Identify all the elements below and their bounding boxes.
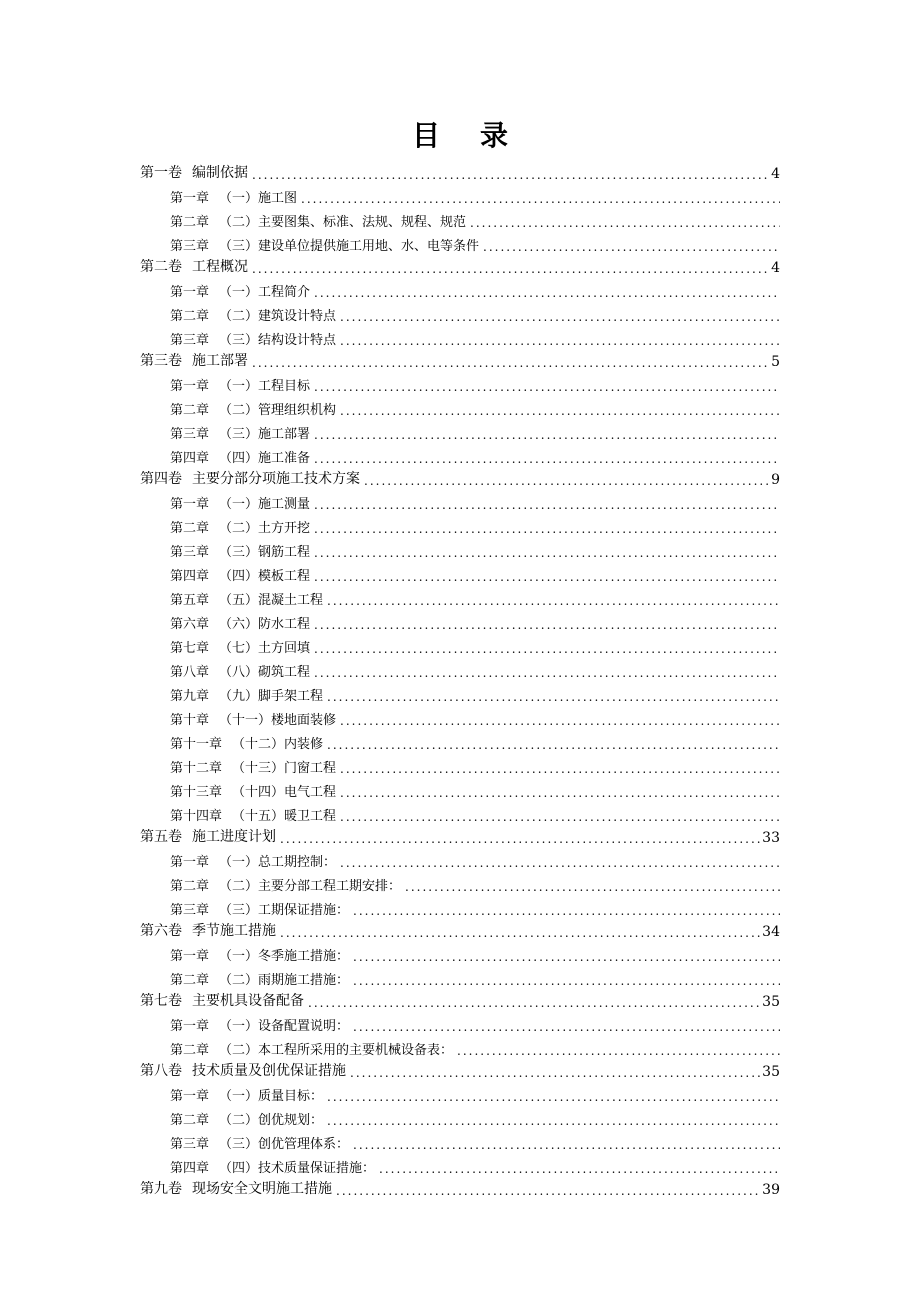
toc-entry-label: [140, 468, 364, 488]
toc-entry-label: [170, 613, 314, 632]
toc-chapter-entry[interactable]: [170, 512, 780, 536]
toc-dot-leader: [314, 498, 780, 512]
toc-entry-number: 第三章: [170, 1137, 210, 1152]
toc-entry-text: （十四）电气工程: [232, 785, 337, 800]
toc-entry-number: 第二章: [170, 1043, 210, 1058]
toc-entry-text: （三）工期保证措施：: [219, 903, 350, 918]
toc-chapter-entry[interactable]: [170, 752, 780, 776]
toc-volume-entry[interactable]: [140, 254, 780, 276]
toc-entry-number: 第四章: [170, 1161, 210, 1176]
toc-dot-leader: [353, 904, 780, 918]
toc-entry-number: 第二章: [170, 309, 210, 324]
toc-entry-text: 季节施工措施: [192, 923, 276, 939]
toc-entry-label: [170, 493, 314, 512]
toc-chapter-entry[interactable]: [170, 964, 780, 988]
toc-entry-label: [170, 733, 327, 752]
toc-entry-text: （一）施工图: [219, 191, 298, 206]
toc-dot-leader: [314, 522, 780, 536]
toc-entry-label: [140, 256, 252, 276]
toc-page-number: 39: [762, 1182, 780, 1198]
toc-entry-text: （三）钢筋工程: [219, 545, 311, 560]
toc-page-number: 4: [771, 166, 780, 182]
toc-entry-text: （八）砌筑工程: [219, 665, 311, 680]
toc-volume-entry[interactable]: [140, 824, 780, 846]
toc-entry-number: 第七章: [170, 641, 210, 656]
toc-dot-leader: [379, 1162, 780, 1176]
toc-entry-text: （二）主要分部工程工期安排：: [219, 879, 402, 894]
toc-volume-entry[interactable]: [140, 988, 780, 1010]
toc-dot-leader: [405, 880, 780, 894]
toc-entry-text: （一）工程目标: [219, 379, 311, 394]
toc-dot-leader: [353, 1020, 780, 1034]
toc-entry-text: （一）冬季施工措施：: [219, 949, 350, 964]
toc-page-number: 5: [771, 354, 780, 370]
toc-chapter-entry[interactable]: [170, 206, 780, 230]
toc-chapter-entry[interactable]: [170, 230, 780, 254]
toc-entry-text: （六）防水工程: [219, 617, 311, 632]
toc-dot-leader: [336, 1184, 760, 1198]
toc-dot-leader: [340, 714, 780, 728]
toc-volume-entry[interactable]: [140, 348, 780, 370]
toc-dot-leader: [314, 286, 780, 300]
toc-entry-number: 第四章: [170, 451, 210, 466]
toc-dot-leader: [327, 1114, 780, 1128]
toc-entry-text: （二）管理组织机构: [219, 403, 337, 418]
toc-entry-number: 第一章: [170, 379, 210, 394]
toc-entry-number: 第一章: [170, 949, 210, 964]
toc-entry-text: （二）创优规划：: [219, 1113, 324, 1128]
toc-entry-number: 第三章: [170, 239, 210, 254]
toc-volume-entry[interactable]: [140, 918, 780, 940]
toc-chapter-entry[interactable]: [170, 656, 780, 680]
toc-entry-label: [170, 235, 483, 254]
toc-chapter-entry[interactable]: [170, 584, 780, 608]
toc-entry-number: 第一卷: [140, 165, 182, 181]
toc-volume-entry[interactable]: [140, 1176, 780, 1198]
toc-entry-text: （十五）暖卫工程: [232, 809, 337, 824]
toc-entry-label: [170, 1015, 353, 1034]
toc-entry-label: [170, 447, 314, 466]
toc-entry-number: 第十章: [170, 713, 210, 728]
toc-chapter-entry[interactable]: [170, 704, 780, 728]
toc-page-number: 4: [771, 260, 780, 276]
toc-dot-leader: [252, 168, 769, 182]
toc-entry-text: 工程概况: [192, 259, 248, 275]
toc-entry-number: 第一章: [170, 497, 210, 512]
toc-entry-label: [170, 187, 301, 206]
toc-chapter-entry[interactable]: [170, 1010, 780, 1034]
toc-entry-number: 第五卷: [140, 829, 182, 845]
toc-chapter-entry[interactable]: [170, 870, 780, 894]
toc-entry-label: [170, 211, 470, 230]
toc-dot-leader: [353, 950, 780, 964]
toc-chapter-entry[interactable]: [170, 488, 780, 512]
toc-dot-leader: [314, 546, 780, 560]
toc-title-char-2: 录: [480, 119, 509, 152]
toc-title-char-1: 目: [411, 119, 440, 152]
toc-entry-label: [170, 1157, 379, 1176]
toc-entry-text: 现场安全文明施工措施: [192, 1181, 332, 1197]
toc-entry-number: 第五章: [170, 593, 210, 608]
toc-entry-label: [170, 281, 314, 300]
toc-entry-number: 第十一章: [170, 737, 223, 752]
toc-entry-text: （十三）门窗工程: [232, 761, 337, 776]
toc-entry-text: （九）脚手架工程: [219, 689, 324, 704]
toc-entry-text: （三）结构设计特点: [219, 333, 337, 348]
toc-chapter-entry[interactable]: [170, 894, 780, 918]
toc-dot-leader: [280, 926, 760, 940]
toc-entry-label: [170, 805, 340, 824]
toc-entry-label: [140, 1178, 336, 1198]
toc-chapter-entry[interactable]: [170, 442, 780, 466]
toc-dot-leader: [314, 666, 780, 680]
toc-entry-label: [170, 661, 314, 680]
toc-chapter-entry[interactable]: [170, 560, 780, 584]
toc-entry-text: （二）主要图集、标准、法规、规程、规范: [219, 215, 467, 230]
toc-entry-text: （二）建筑设计特点: [219, 309, 337, 324]
toc-entry-number: 第六卷: [140, 923, 182, 939]
toc-dot-leader: [301, 192, 780, 206]
toc-dot-leader: [252, 262, 769, 276]
toc-dot-leader: [350, 1066, 760, 1080]
toc-entry-label: [170, 875, 405, 894]
toc-entry-label: [170, 709, 340, 728]
toc-chapter-entry[interactable]: [170, 608, 780, 632]
toc-entry-text: 施工进度计划: [192, 829, 276, 845]
toc-entry-label: [170, 565, 314, 584]
toc-dot-leader: [470, 216, 780, 230]
toc-dot-leader: [340, 786, 780, 800]
toc-entry-label: [170, 685, 327, 704]
toc-volume-entry[interactable]: [140, 466, 780, 488]
toc-entry-text: （七）土方回填: [219, 641, 311, 656]
toc-entry-text: （一）质量目标：: [219, 1089, 324, 1104]
toc-entry-label: [170, 329, 340, 348]
toc-entry-text: （二）本工程所采用的主要机械设备表：: [219, 1043, 454, 1058]
toc-entry-label: [170, 399, 340, 418]
toc-entry-number: 第二章: [170, 1113, 210, 1128]
toc-entry-label: [170, 375, 314, 394]
toc-chapter-entry[interactable]: [170, 1080, 780, 1104]
toc-entry-text: （四）施工准备: [219, 451, 311, 466]
toc-entry-text: （十一）楼地面装修: [219, 713, 337, 728]
toc-entry-label: [170, 305, 340, 324]
toc-page-number: 33: [762, 830, 780, 846]
toc-entry-text: （一）设备配置说明：: [219, 1019, 350, 1034]
toc-entry-label: [170, 1109, 327, 1128]
toc-volume-entry[interactable]: [140, 160, 780, 182]
toc-entry-number: 第三章: [170, 903, 210, 918]
toc-entry-label: [140, 162, 252, 182]
toc-entry-number: 第四卷: [140, 471, 182, 487]
toc-dot-leader: [280, 832, 760, 846]
toc-dot-leader: [252, 356, 769, 370]
toc-entry-text: 主要分部分项施工技术方案: [192, 471, 360, 487]
toc-dot-leader: [314, 428, 780, 442]
toc-list: [140, 160, 780, 1198]
toc-dot-leader: [314, 618, 780, 632]
toc-volume-entry[interactable]: [140, 1058, 780, 1080]
toc-entry-text: 施工部署: [192, 353, 248, 369]
toc-entry-text: （一）总工期控制：: [219, 855, 337, 870]
toc-page-number: 34: [762, 924, 780, 940]
toc-entry-text: （四）模板工程: [219, 569, 311, 584]
toc-entry-number: 第四章: [170, 569, 210, 584]
toc-entry-number: 第九卷: [140, 1181, 182, 1197]
toc-dot-leader: [327, 690, 780, 704]
toc-dot-leader: [327, 1090, 780, 1104]
toc-title: [0, 118, 920, 154]
toc-chapter-entry[interactable]: [170, 324, 780, 348]
toc-entry-number: 第一章: [170, 855, 210, 870]
toc-entry-label: [140, 1060, 350, 1080]
toc-dot-leader: [353, 974, 780, 988]
toc-entry-number: 第六章: [170, 617, 210, 632]
toc-dot-leader: [457, 1044, 780, 1058]
toc-entry-text: （二）雨期施工措施：: [219, 973, 350, 988]
toc-dot-leader: [308, 996, 760, 1010]
toc-chapter-entry[interactable]: [170, 182, 780, 206]
toc-entry-label: [170, 969, 353, 988]
toc-dot-leader: [353, 1138, 780, 1152]
toc-chapter-entry[interactable]: [170, 728, 780, 752]
toc-entry-label: [170, 1133, 353, 1152]
toc-page-number: 35: [762, 1064, 780, 1080]
toc-dot-leader: [483, 240, 780, 254]
toc-dot-leader: [314, 570, 780, 584]
toc-entry-label: [170, 589, 327, 608]
toc-chapter-entry[interactable]: [170, 680, 780, 704]
toc-entry-number: 第三卷: [140, 353, 182, 369]
toc-entry-number: 第一章: [170, 191, 210, 206]
toc-entry-number: 第一章: [170, 285, 210, 300]
toc-dot-leader: [340, 334, 780, 348]
toc-entry-number: 第十三章: [170, 785, 223, 800]
toc-page-number: 35: [762, 994, 780, 1010]
toc-entry-number: 第二章: [170, 403, 210, 418]
toc-entry-number: 第三章: [170, 427, 210, 442]
toc-entry-label: [170, 637, 314, 656]
toc-page-number: 9: [771, 472, 780, 488]
toc-dot-leader: [340, 856, 780, 870]
toc-entry-label: [170, 757, 340, 776]
toc-entry-label: [170, 1039, 457, 1058]
toc-dot-leader: [314, 380, 780, 394]
toc-chapter-entry[interactable]: [170, 846, 780, 870]
toc-entry-label: [140, 350, 252, 370]
toc-dot-leader: [340, 404, 780, 418]
toc-entry-number: 第二章: [170, 973, 210, 988]
toc-chapter-entry[interactable]: [170, 1104, 780, 1128]
toc-chapter-entry[interactable]: [170, 940, 780, 964]
toc-entry-text: 技术质量及创优保证措施: [192, 1063, 346, 1079]
toc-entry-number: 第十四章: [170, 809, 223, 824]
toc-entry-text: （一）施工测量: [219, 497, 311, 512]
toc-entry-number: 第二章: [170, 521, 210, 536]
toc-entry-number: 第八章: [170, 665, 210, 680]
toc-entry-number: 第一章: [170, 1089, 210, 1104]
toc-chapter-entry[interactable]: [170, 300, 780, 324]
toc-chapter-entry[interactable]: [170, 632, 780, 656]
toc-entry-number: 第一章: [170, 1019, 210, 1034]
toc-entry-text: （十二）内装修: [232, 737, 324, 752]
toc-entry-number: 第二卷: [140, 259, 182, 275]
toc-dot-leader: [314, 452, 780, 466]
toc-chapter-entry[interactable]: [170, 1034, 780, 1058]
toc-entry-number: 第七卷: [140, 993, 182, 1009]
toc-chapter-entry[interactable]: [170, 276, 780, 300]
toc-dot-leader: [364, 474, 769, 488]
toc-entry-label: [170, 899, 353, 918]
toc-entry-text: （四）技术质量保证措施：: [219, 1161, 376, 1176]
toc-entry-label: [170, 517, 314, 536]
toc-chapter-entry[interactable]: [170, 394, 780, 418]
toc-entry-number: 第十二章: [170, 761, 223, 776]
toc-entry-label: [170, 541, 314, 560]
toc-chapter-entry[interactable]: [170, 370, 780, 394]
toc-dot-leader: [327, 594, 780, 608]
toc-entry-label: [170, 945, 353, 964]
toc-entry-number: 第三章: [170, 333, 210, 348]
toc-chapter-entry[interactable]: [170, 800, 780, 824]
toc-entry-number: 第二章: [170, 879, 210, 894]
toc-entry-label: [140, 990, 308, 1010]
toc-dot-leader: [327, 738, 780, 752]
toc-entry-number: 第八卷: [140, 1063, 182, 1079]
toc-entry-text: 编制依据: [192, 165, 248, 181]
toc-chapter-entry[interactable]: [170, 776, 780, 800]
toc-chapter-entry[interactable]: [170, 418, 780, 442]
toc-entry-number: 第九章: [170, 689, 210, 704]
toc-chapter-entry[interactable]: [170, 1152, 780, 1176]
toc-entry-text: （二）土方开挖: [219, 521, 311, 536]
toc-entry-label: [170, 1085, 327, 1104]
toc-entry-text: （一）工程简介: [219, 285, 311, 300]
toc-entry-text: （五）混凝土工程: [219, 593, 324, 608]
toc-entry-number: 第二章: [170, 215, 210, 230]
toc-entry-text: （三）建设单位提供施工用地、水、电等条件: [219, 239, 480, 254]
toc-dot-leader: [340, 310, 780, 324]
toc-entry-label: [140, 826, 280, 846]
toc-entry-text: （三）施工部署: [219, 427, 311, 442]
toc-entry-number: 第三章: [170, 545, 210, 560]
toc-chapter-entry[interactable]: [170, 1128, 780, 1152]
toc-dot-leader: [314, 642, 780, 656]
toc-dot-leader: [340, 762, 780, 776]
toc-entry-label: [170, 423, 314, 442]
toc-chapter-entry[interactable]: [170, 536, 780, 560]
toc-entry-text: （三）创优管理体系：: [219, 1137, 350, 1152]
toc-dot-leader: [340, 810, 780, 824]
toc-entry-label: [140, 920, 280, 940]
toc-entry-text: 主要机具设备配备: [192, 993, 304, 1009]
toc-entry-label: [170, 851, 340, 870]
toc-entry-label: [170, 781, 340, 800]
